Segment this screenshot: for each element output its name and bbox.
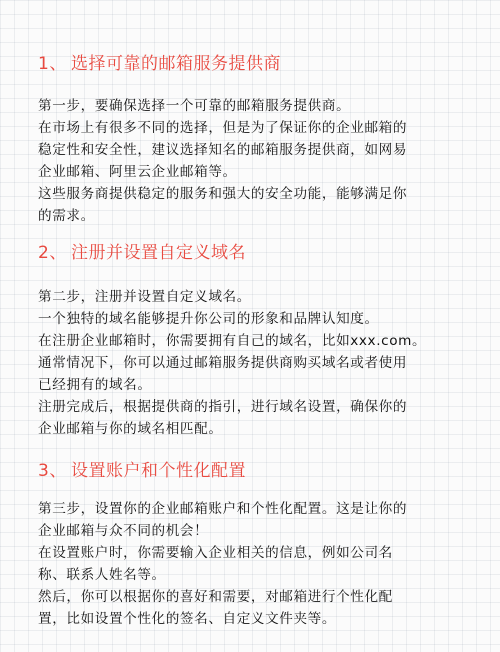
- section-1-body: [38, 95, 470, 227]
- section-1-number: 1、: [38, 54, 67, 74]
- section-2-body: [38, 286, 470, 440]
- section-3-line: 置，比如设置个性化的签名、自定义文件夹等。: [38, 611, 337, 627]
- section-2-line: 一个独特的域名能够提升你公司的形象和品牌认知度。: [38, 311, 379, 327]
- section-2-heading: [38, 238, 246, 263]
- section-1-line: 企业邮箱、阿里云企业邮箱等。: [38, 164, 237, 180]
- section-3-body: [38, 498, 470, 630]
- section-1-line: 第一步，要确保选择一个可靠的邮箱服务提供商。: [38, 98, 351, 114]
- section-2-number: 2、: [38, 243, 67, 263]
- section-1-title: 选择可靠的邮箱服务提供商: [71, 54, 281, 74]
- section-1-heading: [38, 49, 281, 74]
- section-2-line: 注册完成后，根据提供商的指引，进行域名设置，确保你的: [38, 399, 408, 415]
- section-1-line: 的需求。: [38, 208, 95, 224]
- section-3-title: 设置账户和个性化配置: [71, 461, 246, 481]
- section-3-line: 第三步，设置你的企业邮箱账户和个性化配置。这是让你的: [38, 501, 408, 517]
- section-2-line: 企业邮箱与你的域名相匹配。: [38, 421, 223, 437]
- section-1-line: 稳定性和安全性，建议选择知名的邮箱服务提供商，如网易: [38, 142, 408, 158]
- section-2-title: 注册并设置自定义域名: [71, 243, 246, 263]
- section-2-line: 在注册企业邮箱时，你需要拥有自己的域名，比如xxx.com。: [38, 333, 427, 349]
- section-3-heading: [38, 456, 246, 481]
- section-2-line: 通常情况下，你可以通过邮箱服务提供商购买域名或者使用: [38, 355, 408, 371]
- section-3-line: 企业邮箱与众不同的机会！: [38, 523, 209, 539]
- section-1-line: 这些服务商提供稳定的服务和强大的安全功能，能够满足你: [38, 186, 408, 202]
- section-3-line: 在设置账户时，你需要输入企业相关的信息，例如公司名: [38, 545, 393, 561]
- section-2-line: 已经拥有的域名。: [38, 377, 152, 393]
- section-2-line: 第二步，注册并设置自定义域名。: [38, 289, 251, 305]
- section-1-line: 在市场上有很多不同的选择，但是为了保证你的企业邮箱的: [38, 120, 408, 136]
- section-3-line: 然后，你可以根据你的喜好和需要，对邮箱进行个性化配: [38, 589, 393, 605]
- section-3-line: 称、联系人姓名等。: [38, 567, 166, 583]
- section-3-number: 3、: [38, 461, 67, 481]
